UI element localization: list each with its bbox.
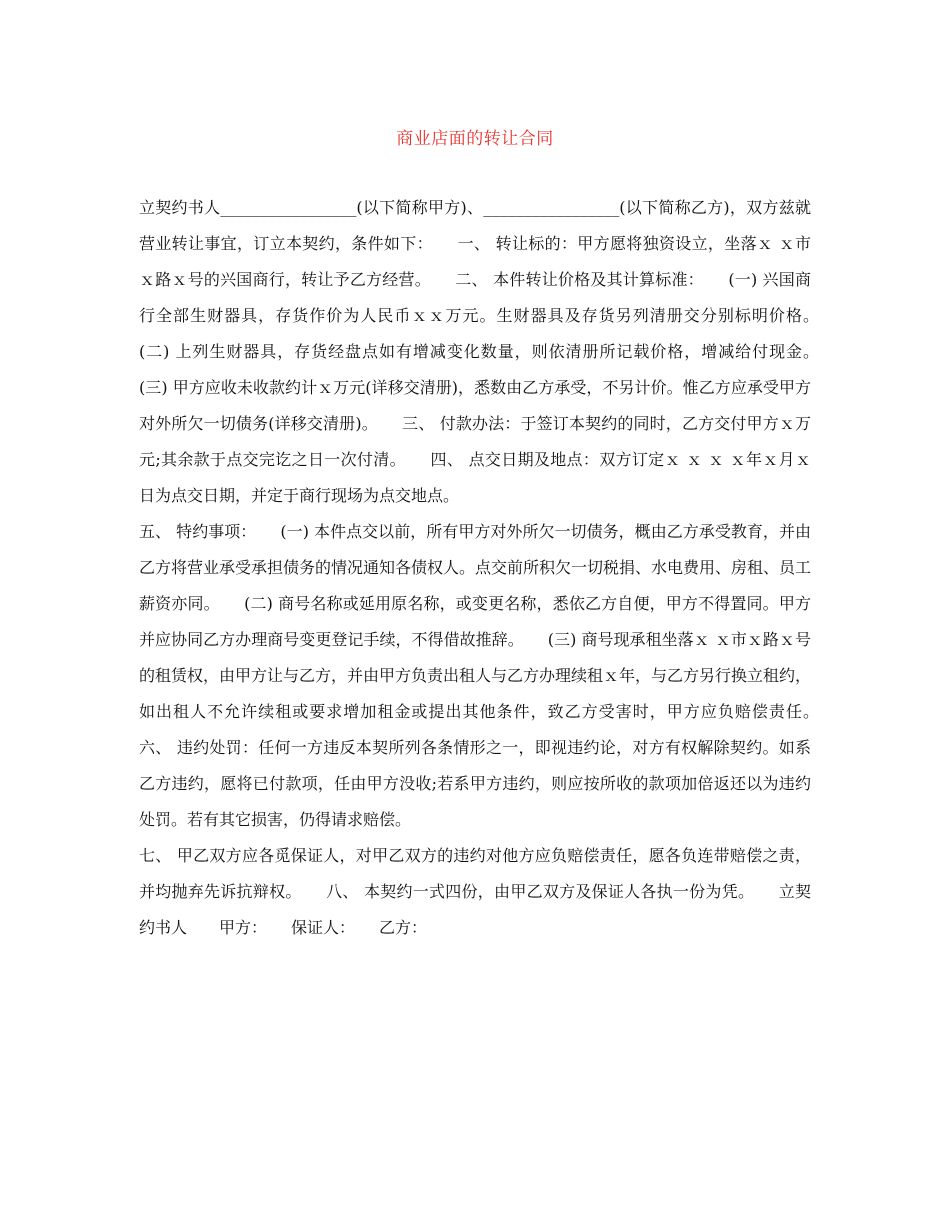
paragraph-3: 七、 甲乙双方应各觅保证人，对甲乙双方的违约对他方应负赔偿责任，愿各负连带赔偿之责，并均抛弃先诉抗辩权。 八、 本契约一式四份，由甲乙双方及保证人各执一份为凭。 立契约书人 甲方： 保证人： 乙方： (139, 846, 811, 937)
document-body (139, 190, 844, 946)
paragraph-2: 五、 特约事项： (一) 本件点交以前，所有甲方对外所欠一切债务，概由乙方承受教育，并由乙方将营业承受承担债务的情况通知各债权人。点交前所积欠一切税捐、水电费用、房租、员工薪资亦同。 (二) 商号名称或延用原名称，或变更名称，悉依乙方自便，甲方不得置同。甲方并应协同乙方办理商号变更登记手续，不得借故推辞。 (三) 商号现承租坐落ｘ ｘ市ｘ路ｘ号的租赁权，由甲方让与乙方，并由甲方负责出租人与乙方办理续租ｘ年，与乙方另行换立租约，如出租人不允许续租或要求增加租金或提出其他条件，致乙方受害时，甲方应负赔偿责任。 六、 违约处罚：任何一方违反本契所列各条情形之一，即视违约论，对方有权解除契约。如系乙方违约，愿将已付款项，任由甲方没收;若系甲方违约，则应按所收的款项加倍返还以为违约处罚。若有其它损害，仍得请求赔偿。 (139, 522, 844, 829)
paragraph-1: 立契约书人_________________(以下简称甲方)、_________________(以下简称乙方)，双方兹就营业转让事宜，订立本契约，条件如下： 一、 转让标的：甲方愿将独资设立，坐落ｘ ｘ市ｘ路ｘ号的兴国商行，转让予乙方经营。 二、 本件转让价格及其计算标准： (一) 兴国商行全部生财器具，存货作价为人民币ｘｘ万元。生财器具及存货另列清册交分别标明价格。 (二) 上列生财器具，存货经盘点如有增减变化数量，则依清册所记载价格，增减给付现金。 (三) 甲方应收未收款约计ｘ万元(详移交清册)，悉数由乙方承受，不另计价。惟乙方应承受甲方对外所欠一切债务(详移交清册)。 三、 付款办法：于签订本契约的同时，乙方交付甲方ｘ万元;其余款于点交完讫之日一次付清。 四、 点交日期及地点：双方订定ｘ ｘ ｘ ｘ年ｘ月ｘ日为点交日期，并定于商行现场为点交地点。 (139, 198, 844, 505)
document-title: 商业店面的转让合同 (396, 129, 554, 149)
